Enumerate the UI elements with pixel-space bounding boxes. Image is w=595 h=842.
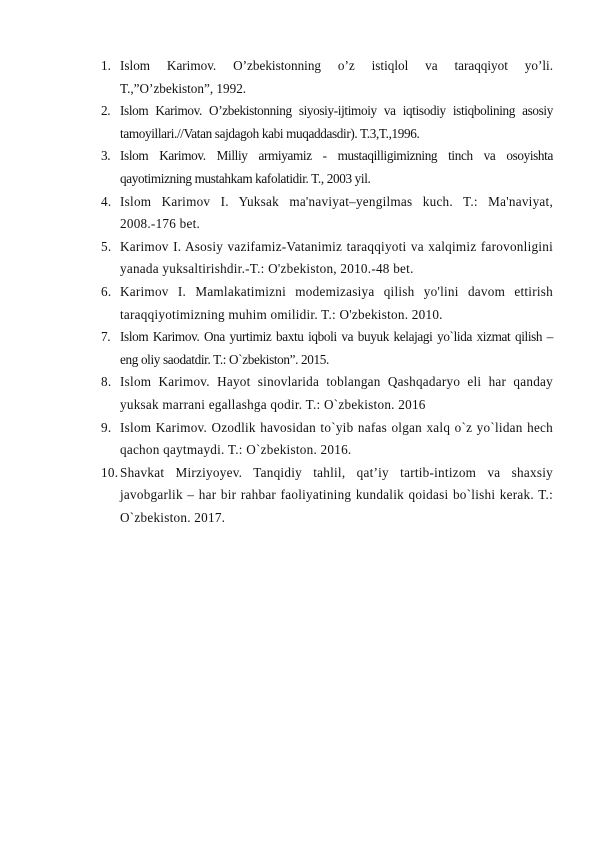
reference-text: Islom Karimov. O’zbekistonning siyosiy-ijtimoiy va iqtisodiy istiqbolining asosiy tamoyillari.//Vatan sajdagoh kabi muqaddasdir). T.3,T.,1996. bbox=[120, 103, 553, 141]
reference-item-9 bbox=[101, 417, 553, 462]
reference-item-4 bbox=[101, 191, 553, 236]
reference-text: Karimov I. Asosiy vazifamiz-Vatanimiz taraqqiyoti va xalqimiz farovonligini yanada yuksaltirishdir.-T.: O'zbekiston, 2010.-48 bet. bbox=[120, 238, 553, 277]
reference-text: Islom Karimov. Milliy armiyamiz - mustaqilligimizning tinch va osoyishta qayotimizning mustahkam kafolatidir. T., 2003 yil. bbox=[120, 148, 553, 186]
reference-text: Islom Karimov I. Yuksak ma'naviyat–yengilmas kuch. T.: Ma'naviyat, 2008.-176 bet. bbox=[120, 193, 553, 232]
reference-number: 4. bbox=[101, 193, 112, 209]
reference-number: 3. bbox=[101, 148, 111, 164]
reference-text: Shavkat Mirziyoyev. Tanqidiy tahlil, qat’iy tartib-intizom va shaxsiy javobgarlik – har bir rahbar faoliyatining kundalik qoidasi bo`lishi kerak. T.: O`zbekiston. 2017. bbox=[120, 464, 553, 525]
reference-text: Islom Karimov. Ozodlik havosidan to`yib nafas olgan xalq o`z yo`lidan hech qachon qaytmaydi. T.: O`zbekiston. 2016. bbox=[120, 419, 553, 458]
reference-text: Islom Karimov. Ona yurtimiz baxtu iqboli va buyuk kelajagi yo`lida xizmat qilish – eng oliy saodatdir. T.: O`zbekiston”. 2015. bbox=[120, 329, 553, 367]
reference-item-6 bbox=[101, 281, 553, 326]
reference-item-10 bbox=[101, 462, 553, 530]
reference-number: 8. bbox=[101, 374, 112, 390]
reference-text: Karimov I. Mamlakatimizni modemizasiya qilish yo'lini davom ettirish taraqqiyotimizning muhim omilidir. T.: O'zbekiston. 2010. bbox=[120, 283, 553, 322]
reference-number: 1. bbox=[101, 58, 111, 73]
reference-number: 7. bbox=[101, 329, 111, 345]
reference-number: 5. bbox=[101, 238, 112, 254]
reference-item-8 bbox=[101, 371, 553, 416]
reference-number: 6. bbox=[101, 283, 112, 299]
reference-text: Islom Karimov. Hayot sinovlarida toblangan Qashqadaryo eli har qanday yuksak marrani egallashga qodir. T.: O`zbekiston. 2016 bbox=[120, 374, 553, 412]
reference-text: Islom Karimov. O’zbekistonning o’z istiqlol va taraqqiyot yo’li. T.,”O’zbekiston”, 1992. bbox=[120, 58, 553, 96]
reference-item-2 bbox=[101, 100, 553, 145]
reference-item-5 bbox=[101, 236, 553, 281]
reference-number: 9. bbox=[101, 419, 112, 435]
reference-number: 2. bbox=[101, 103, 111, 119]
reference-item-1 bbox=[101, 55, 553, 100]
reference-list bbox=[101, 55, 553, 529]
reference-item-3 bbox=[101, 145, 553, 190]
reference-item-7 bbox=[101, 326, 553, 371]
reference-number: 10. bbox=[101, 464, 119, 480]
